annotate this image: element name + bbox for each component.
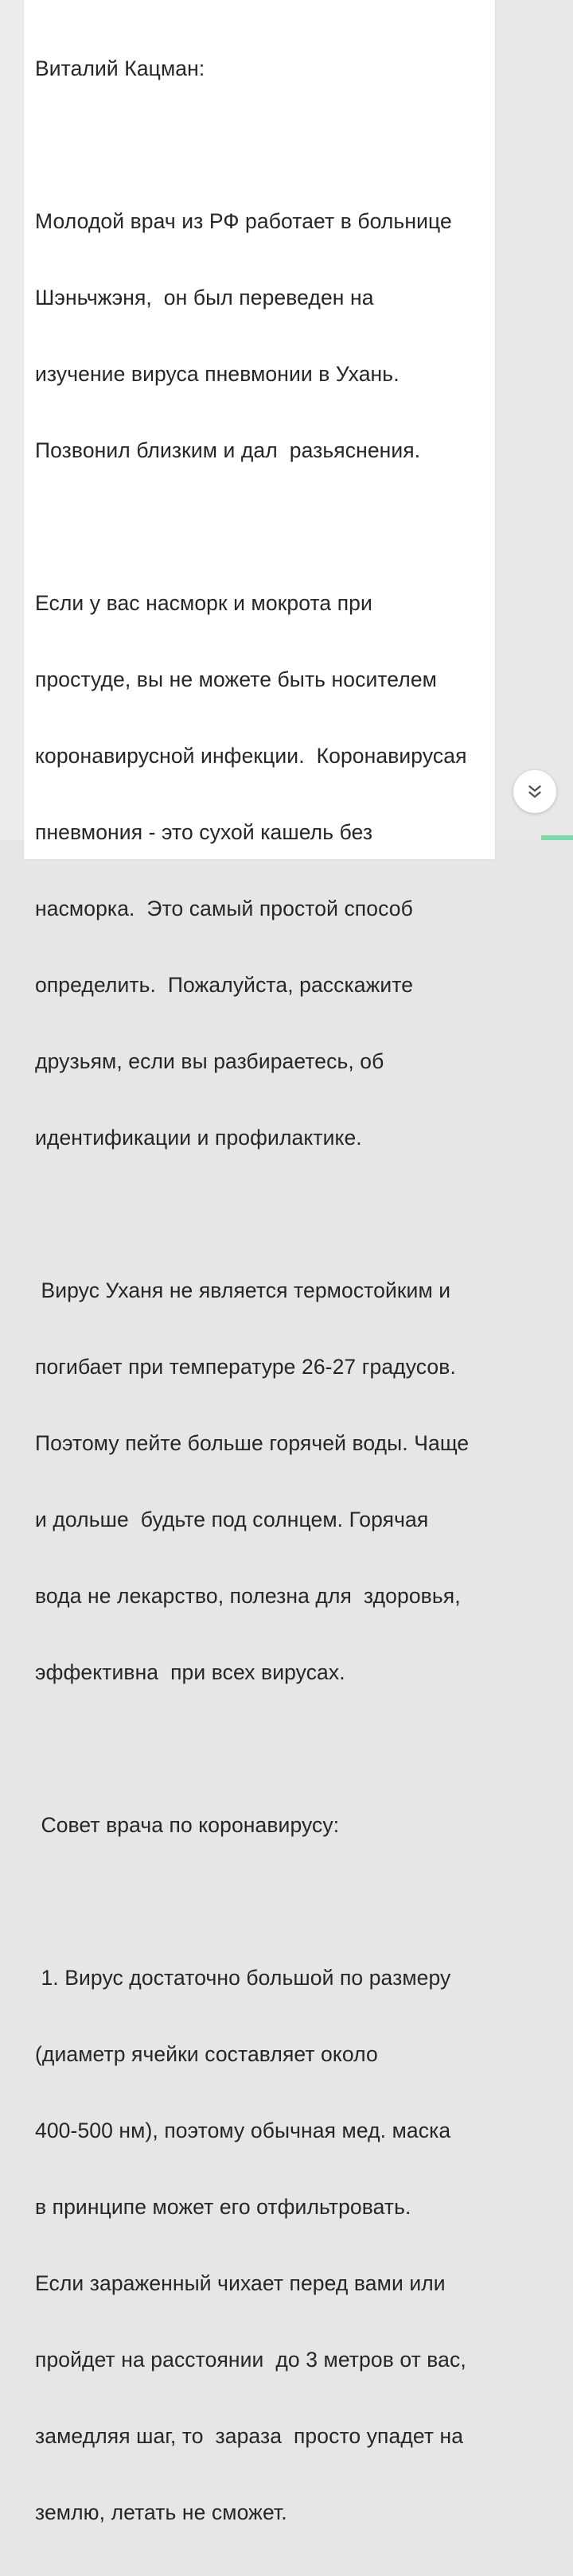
message-line: Шэньчжэня, он был переведен на <box>35 286 374 309</box>
message-bubble[interactable] <box>24 0 495 2524</box>
message-line <box>35 1889 493 1914</box>
scroll-to-bottom-button[interactable] <box>513 770 556 813</box>
message-line: Если зараженный чихает перед вами или <box>35 2271 446 2295</box>
message-line: изучение вируса пневмонии в Ухань. <box>35 362 400 386</box>
message-line: (диаметр ячейки составляет около <box>35 2042 378 2066</box>
message-line <box>35 1736 493 1761</box>
message-line: замедляя шаг, то зараза просто упадет на <box>35 2424 464 2448</box>
message-line: 400-500 нм), поэтому обычная мед. маска <box>35 2119 451 2142</box>
message-line: Вирус Уханя не является термостойким и <box>35 1278 451 1302</box>
message-line: простуде, вы не можете быть носителем <box>35 667 437 691</box>
message-line: определить. Пожалуйста, расскажите <box>35 973 414 997</box>
message-line: и дольше будьте под солнцем. Горячая <box>35 1508 429 1531</box>
message-line: друзьям, если вы разбираетесь, об <box>35 1049 384 1073</box>
message-line: в принципе может его отфильтровать. <box>35 2195 411 2219</box>
message-line: пневмония - это сухой кашель без <box>35 820 373 844</box>
message-line <box>35 1201 493 1227</box>
message-line: 1. Вирус достаточно большой по размеру <box>35 1966 451 1990</box>
message-line: вода не лекарство, полезна для здоровья, <box>35 1584 461 1608</box>
chat-background-right <box>495 0 573 840</box>
message-line: землю, летать не сможет. <box>35 2500 287 2524</box>
message-line: эффективна при всех вирусах. <box>35 1660 345 1684</box>
message-line: насморка. Это самый простой способ <box>35 897 413 920</box>
message-line: Позвонил близким и дал разьяснения. <box>35 438 421 462</box>
double-chevron-down-icon <box>524 781 545 802</box>
message-text <box>35 5 493 2576</box>
message-line: коронавирусной инфекции. Коронавирусая <box>35 744 467 768</box>
message-line: идентификации и профилактике. <box>35 1126 362 1150</box>
message-line: Виталий Кацман: <box>35 56 205 80</box>
message-line: Поэтому пейте больше горячей воды. Чаще <box>35 1431 470 1455</box>
message-line <box>35 514 493 539</box>
message-line: Если у вас насморк и мокрота при <box>35 591 372 615</box>
accent-strip <box>541 835 573 840</box>
message-line: Молодой врач из РФ работает в больнице <box>35 209 452 233</box>
message-line: погибает при температуре 26-27 градусов. <box>35 1355 456 1379</box>
message-line: пройдет на расстоянии до 3 метров от вас, <box>35 2348 466 2372</box>
message-line: Совет врача по коронавирусу: <box>35 1813 340 1837</box>
message-line <box>35 132 493 158</box>
